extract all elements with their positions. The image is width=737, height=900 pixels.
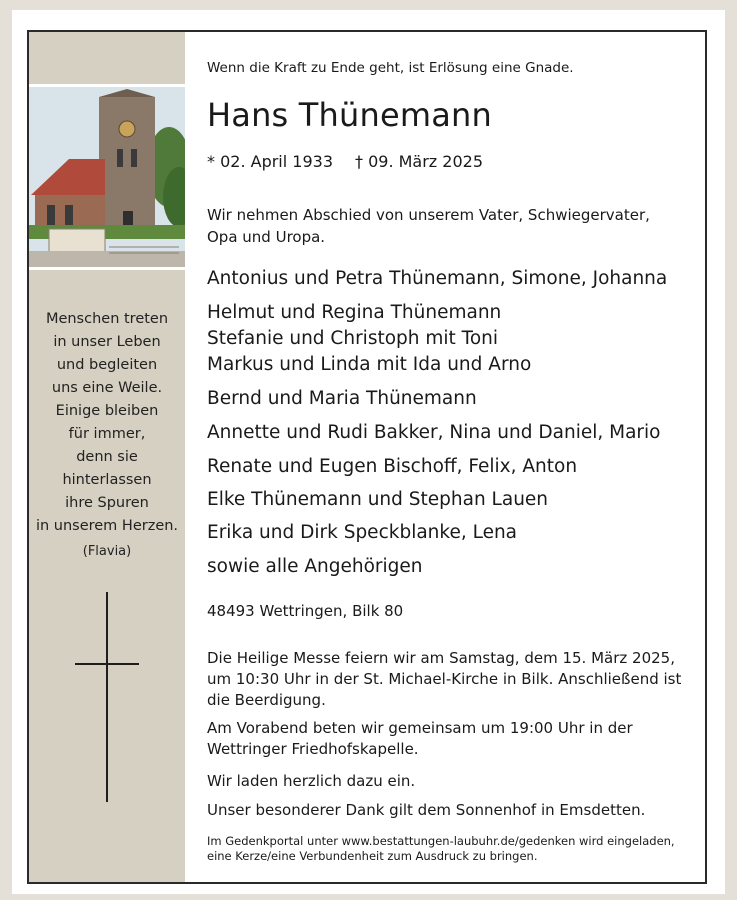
mourner-line: Bernd und Maria Thünemann	[207, 388, 477, 409]
deceased-name: Hans Thünemann	[207, 96, 493, 134]
motto: Wenn die Kraft zu Ende geht, ist Erlösung eine Gnade.	[207, 60, 574, 76]
poem-line: hinterlassen	[62, 472, 152, 488]
mourner-line: Renate und Eugen Bischoff, Felix, Anton	[207, 456, 578, 477]
poem-line: denn sie	[76, 449, 138, 465]
memorial-portal-note: Im Gedenkportal unter www.bestattungen-laubuhr.de/gedenken wird eingeladen, eine Kerze/eine Verbundenheit zum Ausdruck zu bringen.	[207, 834, 675, 863]
poem-line: und begleiten	[56, 357, 158, 373]
service-info: Die Heilige Messe feiern wir am Samstag, dem 15. März 2025, um 10:30 Uhr in der St. Michael-Kirche in Bilk. Anschließend ist die Beerdigung.	[207, 649, 682, 709]
mourner-line: Elke Thünemann und Stephan Lauen	[207, 489, 549, 510]
mourner-line: sowie alle Angehörigen	[207, 556, 423, 577]
poem-line: Menschen treten	[45, 311, 169, 327]
poem-line: uns eine Weile.	[51, 380, 163, 396]
poem-line: für immer,	[68, 426, 146, 442]
poem-line: in unser Leben	[53, 334, 161, 350]
address: 48493 Wettringen, Bilk 80	[207, 602, 404, 620]
poem-line: ihre Spuren	[65, 495, 149, 511]
mourner-line: Erika und Dirk Speckblanke, Lena	[207, 522, 518, 543]
death-date: † 09. März 2025	[355, 152, 484, 171]
life-dates	[207, 152, 483, 171]
mourner-line: Markus und Linda mit Ida und Arno	[207, 354, 532, 375]
church-illustration	[29, 84, 185, 270]
left-sidebar	[29, 32, 185, 882]
prayer-info: Am Vorabend beten wir gemeinsam um 19:00 Uhr in der Wettringer Friedhofskapelle.	[207, 719, 633, 758]
mourner-line: Antonius und Petra Thünemann, Simone, Johanna	[207, 268, 668, 289]
farewell-text: Wir nehmen Abschied von unserem Vater, Schwiegervater, Opa und Uropa.	[207, 206, 650, 246]
poem	[29, 308, 185, 563]
invitation-text: Wir laden herzlich dazu ein.	[207, 772, 416, 790]
poem-author: (Flavia)	[82, 544, 132, 559]
poem-line: in unserem Herzen.	[35, 518, 179, 534]
birth-date: * 02. April 1933	[207, 152, 333, 171]
poem-line: Einige bleiben	[55, 403, 159, 419]
thanks-text: Unser besonderer Dank gilt dem Sonnenhof in Emsdetten.	[207, 801, 646, 819]
obituary-card	[27, 30, 707, 884]
cross-icon	[75, 592, 139, 802]
mourner-line: Helmut und Regina Thünemann	[207, 302, 502, 323]
mourner-line: Stefanie und Christoph mit Toni	[207, 328, 499, 349]
mourner-line: Annette und Rudi Bakker, Nina und Daniel, Mario	[207, 422, 661, 443]
